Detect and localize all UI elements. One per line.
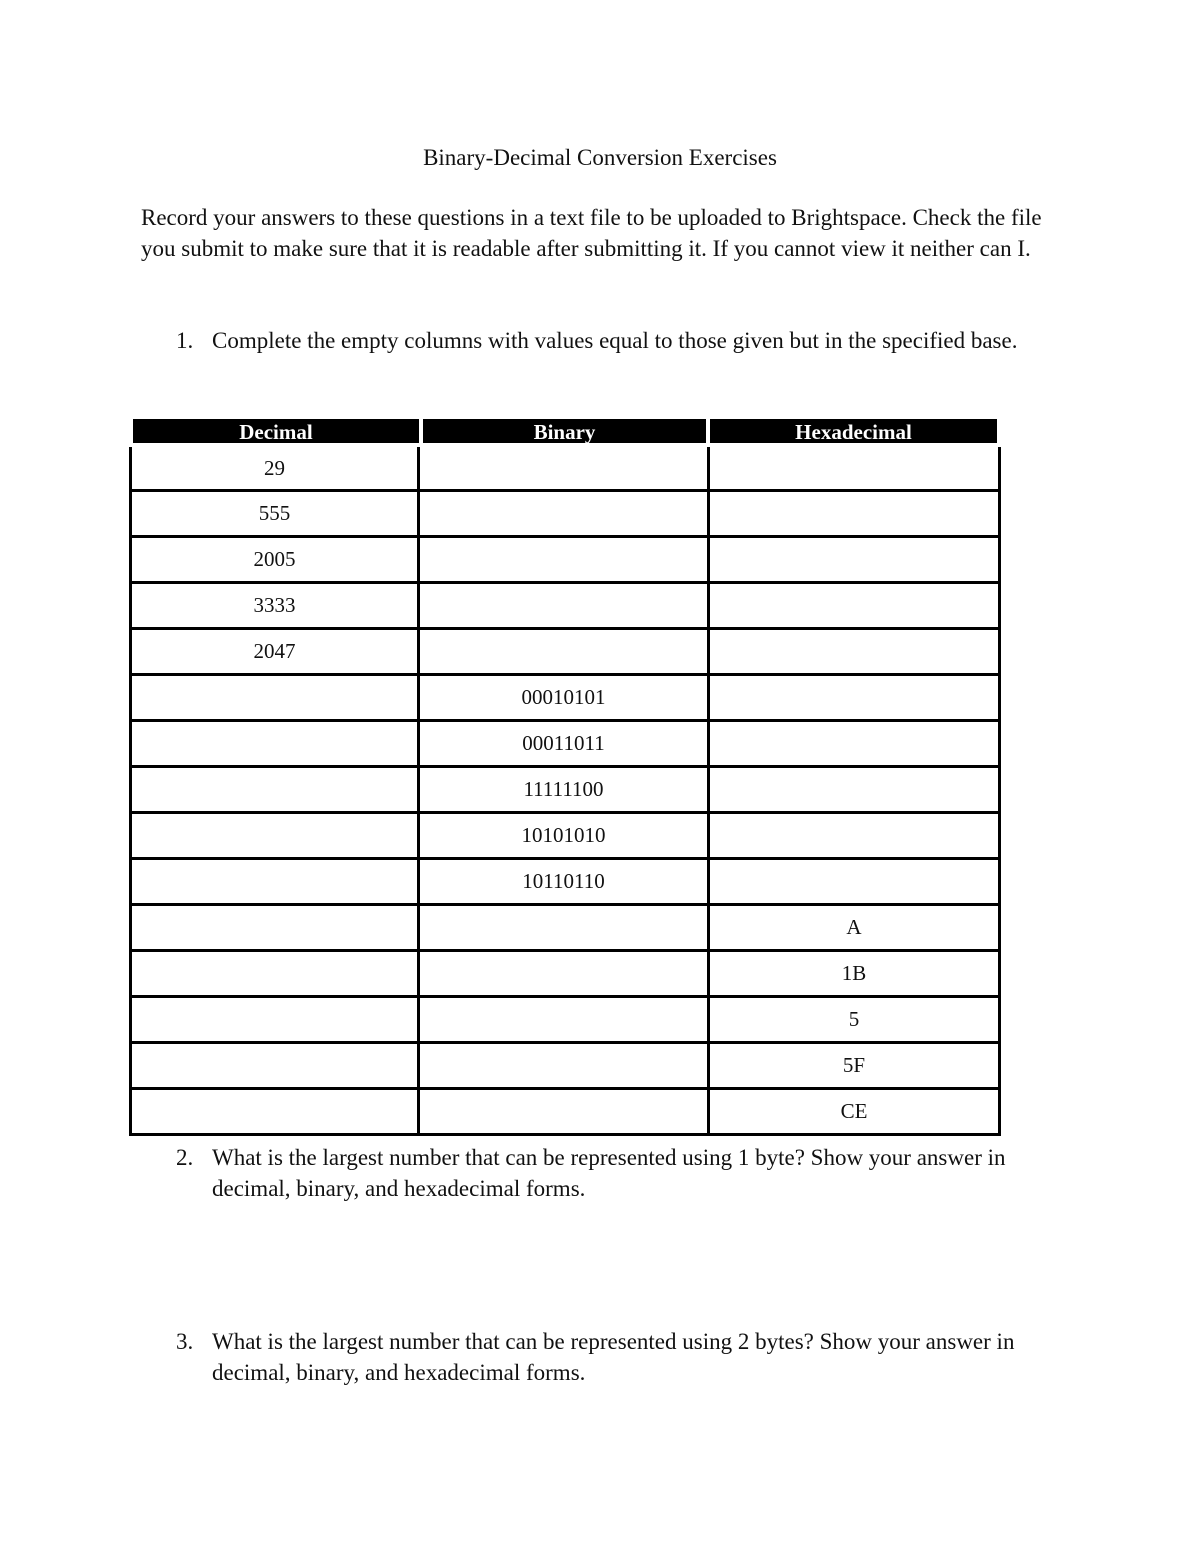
- table-row: [132, 673, 998, 719]
- hexadecimal-cell[interactable]: 5: [848, 1007, 860, 1031]
- table-row: [132, 447, 998, 489]
- hexadecimal-cell[interactable]: [710, 676, 998, 719]
- header-binary: Binary: [423, 419, 706, 443]
- table-row: [132, 627, 998, 673]
- table-header-row: [129, 419, 1001, 443]
- hexadecimal-cell[interactable]: A: [846, 915, 862, 939]
- hexadecimal-cell[interactable]: CE: [840, 1099, 868, 1123]
- hexadecimal-cell[interactable]: 1B: [841, 961, 867, 985]
- instructions-text: Record your answers to these questions in a text file to be uploaded to Brightspace. Check the file you submit to make sure that it is readable after submitting it. If you cannot view it neither can I.: [141, 205, 1042, 261]
- hexadecimal-cell[interactable]: [710, 630, 998, 673]
- binary-cell[interactable]: 00010101: [420, 676, 710, 719]
- binary-cell[interactable]: 10101010: [420, 814, 710, 857]
- conversion-table: [129, 419, 1001, 1136]
- decimal-cell[interactable]: 29: [132, 447, 420, 489]
- question-1: [141, 325, 1071, 356]
- table-body: [129, 447, 1001, 1136]
- decimal-cell[interactable]: [132, 998, 420, 1041]
- decimal-cell[interactable]: [132, 952, 420, 995]
- table-row: [132, 811, 998, 857]
- hexadecimal-cell[interactable]: [710, 768, 998, 811]
- question-text: What is the largest number that can be represented using 2 bytes? Show your answer in decimal, binary, and hexadecimal forms.: [212, 1329, 1015, 1385]
- header-hexadecimal: Hexadecimal: [710, 419, 997, 443]
- decimal-cell[interactable]: [132, 676, 420, 719]
- decimal-cell[interactable]: [132, 1090, 420, 1133]
- question-number: 1.: [176, 328, 194, 353]
- table-row: [132, 535, 998, 581]
- binary-cell[interactable]: [420, 538, 710, 581]
- question-3: [141, 1326, 1071, 1388]
- header-decimal: Decimal: [133, 419, 419, 443]
- page-title: Binary-Decimal Conversion Exercises: [423, 145, 777, 170]
- question-number: 2.: [176, 1145, 194, 1170]
- question-number: 3.: [176, 1329, 194, 1354]
- hexadecimal-cell[interactable]: [710, 538, 998, 581]
- question-text: Complete the empty columns with values equal to those given but in the specified base.: [212, 328, 1018, 353]
- decimal-cell[interactable]: 2005: [132, 538, 420, 581]
- table-row: [132, 949, 998, 995]
- question-text: What is the largest number that can be represented using 1 byte? Show your answer in decimal, binary, and hexadecimal forms.: [212, 1145, 1006, 1201]
- binary-cell[interactable]: [420, 584, 710, 627]
- table-row: [132, 489, 998, 535]
- binary-cell[interactable]: [420, 1044, 710, 1087]
- decimal-cell[interactable]: [132, 860, 420, 903]
- binary-cell[interactable]: 00011011: [420, 722, 710, 765]
- binary-cell[interactable]: [420, 492, 710, 535]
- table-row: [132, 903, 998, 949]
- table-row: [132, 995, 998, 1041]
- question-2: [141, 1142, 1071, 1204]
- table-row: [132, 857, 998, 903]
- binary-cell[interactable]: [420, 952, 710, 995]
- hexadecimal-cell[interactable]: [710, 860, 998, 903]
- decimal-cell[interactable]: [132, 814, 420, 857]
- binary-cell[interactable]: 11111100: [420, 768, 710, 811]
- table-row: [132, 1041, 998, 1087]
- table-row: [132, 581, 998, 627]
- binary-cell[interactable]: [420, 998, 710, 1041]
- table-row: [132, 719, 998, 765]
- hexadecimal-cell[interactable]: [710, 492, 998, 535]
- table-row: [132, 1087, 998, 1133]
- decimal-cell[interactable]: [132, 768, 420, 811]
- decimal-cell[interactable]: [132, 722, 420, 765]
- hexadecimal-cell[interactable]: [710, 814, 998, 857]
- decimal-cell[interactable]: [132, 906, 420, 949]
- binary-cell[interactable]: [420, 630, 710, 673]
- decimal-cell[interactable]: 3333: [132, 584, 420, 627]
- binary-cell[interactable]: 10110110: [420, 860, 710, 903]
- binary-cell[interactable]: [420, 1090, 710, 1133]
- hexadecimal-cell[interactable]: [710, 722, 998, 765]
- table-row: [132, 765, 998, 811]
- decimal-cell[interactable]: [132, 1044, 420, 1087]
- decimal-cell[interactable]: 2047: [132, 630, 420, 673]
- hexadecimal-cell[interactable]: [710, 447, 998, 489]
- hexadecimal-cell[interactable]: [710, 584, 998, 627]
- hexadecimal-cell[interactable]: 5F: [842, 1053, 866, 1077]
- binary-cell[interactable]: [420, 906, 710, 949]
- binary-cell[interactable]: [420, 447, 710, 489]
- decimal-cell[interactable]: 555: [132, 492, 420, 535]
- instructions-paragraph: [141, 202, 1071, 264]
